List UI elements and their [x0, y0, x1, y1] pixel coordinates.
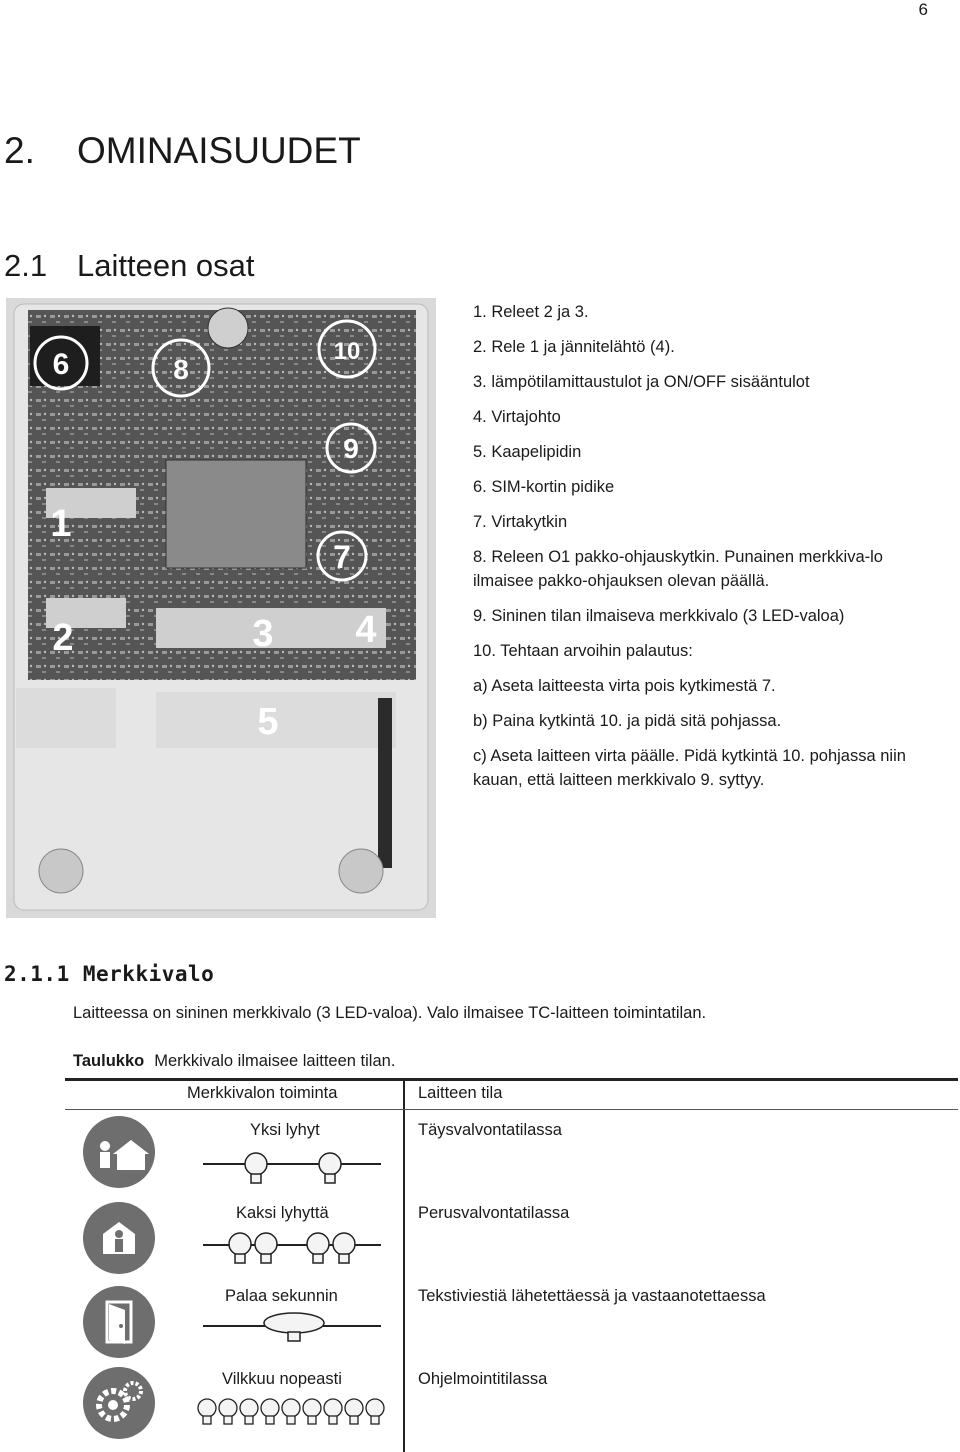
subsubsection-number: 2.1.1: [4, 962, 70, 986]
subsection-heading: [4, 248, 255, 284]
legend-item: 7. Virtakytkin: [473, 513, 568, 531]
callout-6: 6: [52, 348, 70, 381]
legend-item: a) Aseta laitteesta virta pois kytkimestä 7.: [473, 677, 776, 695]
callout-4: 4: [355, 609, 377, 651]
door-icon: [83, 1286, 155, 1358]
table-top-rule: [65, 1078, 958, 1081]
legend-item: 1. Releet 2 ja 3.: [473, 303, 589, 321]
section-title: OMINAISUUDET: [77, 130, 361, 171]
section-heading: [4, 130, 361, 172]
legend-item: 5. Kaapelipidin: [473, 443, 582, 461]
legend-item: b) Paina kytkintä 10. ja pidä sitä pohjassa.: [473, 712, 782, 730]
table-header-rule: [65, 1109, 958, 1110]
callout-9: 9: [343, 433, 359, 464]
row3-blink: Palaa sekunnin: [225, 1287, 338, 1305]
row1-bulbs: [240, 1150, 350, 1190]
person-icon: [83, 1202, 155, 1274]
legend-item: 9. Sininen tilan ilmaiseva merkkivalo (3 LED-valoa): [473, 607, 845, 625]
table-caption-label: Taulukko: [73, 1052, 145, 1070]
table-caption: [73, 1052, 395, 1071]
page-number: 6: [918, 0, 928, 19]
subsubsection-title: Merkkivalo: [82, 962, 215, 986]
legend-item: c) Aseta laitteen virta päälle. Pidä kytkintä 10. pohjassa niin kauan, että laitteen merkkivalo 9. syttyy.: [473, 747, 906, 789]
table-header-blink: Merkkivalon toiminta: [187, 1084, 338, 1102]
legend-item: 2. Rele 1 ja jännitelähtö (4).: [473, 338, 675, 356]
callout-7: 7: [333, 539, 351, 575]
row3-state: Tekstiviestiä lähetettäessä ja vastaanotettaessa: [418, 1287, 766, 1305]
row2-bulbs: [226, 1230, 361, 1270]
callout-2: 2: [52, 617, 74, 659]
callout-8: 8: [173, 354, 189, 385]
section-number: 2.: [4, 130, 35, 171]
subsection-number: 2.1: [4, 248, 48, 283]
table-header-state: Laitteen tila: [418, 1084, 503, 1102]
legend-item: 10. Tehtaan arvoihin palautus:: [473, 642, 693, 660]
legend-item: 6. SIM-kortin pidike: [473, 478, 615, 496]
row2-state: Perusvalvontatilassa: [418, 1204, 570, 1222]
legend-item: 3. lämpötilamittaustulot ja ON/OFF sisääntulot: [473, 373, 810, 391]
callout-5: 5: [257, 701, 279, 743]
row1-state: Täysvalvontatilassa: [418, 1121, 562, 1139]
gears-icon: [83, 1367, 155, 1439]
callout-1: 1: [50, 503, 72, 545]
callout-3: 3: [252, 613, 274, 655]
parts-legend: [473, 300, 943, 803]
row4-state: Ohjelmointitilassa: [418, 1370, 548, 1388]
device-photo: [6, 298, 436, 918]
row4-bulbs: [195, 1396, 395, 1436]
subsubsection-heading: [4, 962, 214, 986]
callout-10: 10: [333, 338, 361, 365]
table-caption-text: Merkkivalo ilmaisee laitteen tilan.: [154, 1052, 396, 1070]
intro-text: Laitteessa on sininen merkkivalo (3 LED-valoa). Valo ilmaisee TC-laitteen toimintatilan.: [73, 1004, 707, 1022]
legend-item: 8. Releen O1 pakko-ohjauskytkin. Punainen merkkiva-lo ilmaisee pakko-ohjauksen olevan päällä.: [473, 548, 883, 590]
person-house-icon: [83, 1116, 155, 1188]
row4-blink: Vilkkuu nopeasti: [222, 1370, 342, 1388]
row2-blink: Kaksi lyhyttä: [236, 1204, 329, 1222]
table-column-divider: [403, 1078, 405, 1452]
row3-bulb-long: [258, 1310, 330, 1346]
row1-blink: Yksi lyhyt: [250, 1121, 320, 1139]
subsection-title: Laitteen osat: [77, 248, 255, 283]
legend-item: 4. Virtajohto: [473, 408, 561, 426]
